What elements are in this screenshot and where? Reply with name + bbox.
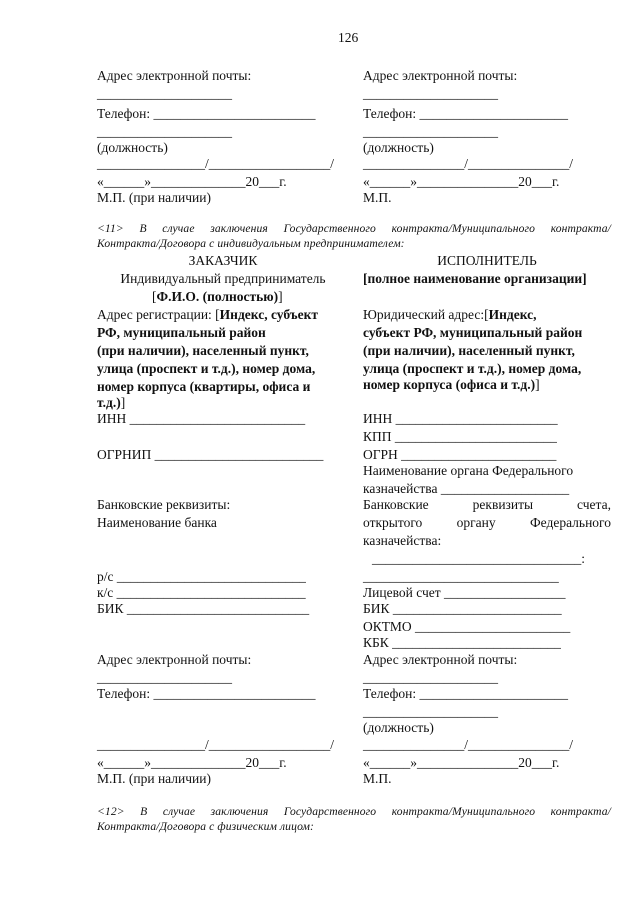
- treasury-field: казначейства ___________________: [363, 481, 570, 496]
- legal-address-line-1: [363, 307, 537, 323]
- date-line: «______»_______________20___г.: [363, 755, 560, 770]
- legal-address-line-3: (при наличии), населенный пункт,: [363, 343, 575, 358]
- fio-placeholder: Ф.И.О. (полностью): [156, 289, 279, 304]
- email-label: Адрес электронной почты:: [97, 652, 252, 667]
- registration-address-line-3: (при наличии), населенный пункт,: [97, 343, 309, 358]
- bracket-close: ]: [278, 289, 283, 304]
- ogrn-field: ОГРН _______________________: [363, 447, 557, 462]
- phone-extra-line: ____________________: [363, 704, 498, 719]
- signature-line: _______________/_______________/: [363, 737, 574, 752]
- customer-heading: ЗАКАЗЧИК: [188, 253, 258, 268]
- signature-line: ________________/__________________/: [97, 737, 335, 752]
- bank-details-line-1: Банковские реквизиты счета,: [363, 497, 611, 512]
- email-label: Адрес электронной почты:: [363, 68, 518, 83]
- kpp-field: КПП ________________________: [363, 429, 557, 444]
- org-name-placeholder: [полное наименование организации]: [363, 271, 587, 286]
- bank-details-line-3: казначейства:: [363, 533, 442, 548]
- stamp-label: М.П.: [363, 771, 392, 786]
- correspondent-account-field: к/с ____________________________: [97, 585, 306, 600]
- footnote-11-line-2: Контракта/Договора с индивидуальным предпринимателем:: [97, 237, 405, 250]
- email-line: ____________________: [97, 86, 232, 101]
- kbk-field: КБК _________________________: [363, 635, 561, 650]
- registration-address-line-1: [97, 307, 318, 323]
- position-label: (должность): [363, 720, 434, 735]
- inn-field: ИНН __________________________: [97, 411, 306, 426]
- email-line: ____________________: [363, 670, 498, 685]
- bik-field: БИК ___________________________: [97, 601, 310, 616]
- email-label: Адрес электронной почты:: [97, 68, 252, 83]
- phone-field: Телефон: ________________________: [97, 106, 316, 121]
- bank-details-line-2: открытого органу Федерального: [363, 515, 611, 530]
- footnote-12-line-2: Контракта/Договора с физическим лицом:: [97, 820, 315, 833]
- signature-line: _______________/_______________/: [363, 156, 574, 171]
- phone-field: Телефон: ______________________: [363, 106, 568, 121]
- phone-field: Телефон: ______________________: [363, 686, 568, 701]
- phone-extra-line: ____________________: [97, 124, 232, 139]
- stamp-label: М.П. (при наличии): [97, 190, 211, 205]
- signature-line: ________________/__________________/: [97, 156, 335, 171]
- email-line: ____________________: [97, 670, 232, 685]
- page-number: 126: [338, 30, 359, 45]
- settlement-account-field: р/с ____________________________: [97, 569, 306, 584]
- registration-address-line-5: номер корпуса (квартиры, офиса и: [97, 379, 311, 394]
- bracket-close: ]: [120, 395, 126, 410]
- email-line: ____________________: [363, 86, 498, 101]
- bank-name-label: Наименование банка: [97, 515, 217, 530]
- bik-field: БИК _________________________: [363, 601, 562, 616]
- address-placeholder-end: номер корпуса (офиса и т.д.): [363, 377, 536, 392]
- personal-account-field: Лицевой счет __________________: [363, 585, 566, 600]
- ogrnip-field: ОГРНИП _________________________: [97, 447, 324, 462]
- stamp-label: М.П. (при наличии): [97, 771, 211, 786]
- account-line: _______________________________:: [372, 551, 586, 566]
- address-placeholder: Индекс, субъект: [219, 307, 319, 322]
- ip-fio: [152, 289, 283, 305]
- date-line: «______»______________20___г.: [97, 755, 287, 770]
- bracket-open: [: [152, 289, 157, 304]
- legal-address-label: Юридический адрес:[: [363, 307, 489, 322]
- registration-address-line-4: улица (проспект и т.д.), номер дома,: [97, 361, 316, 376]
- legal-address-line-4: улица (проспект и т.д.), номер дома,: [363, 361, 582, 376]
- ip-label: Индивидуальный предприниматель: [120, 271, 326, 286]
- address-placeholder-end: т.д.): [97, 395, 121, 410]
- footnote-11-line-1: <11> В случае заключения Государственного контракта/Муниципального контракта/: [97, 222, 611, 235]
- contractor-heading: ИСПОЛНИТЕЛЬ: [437, 253, 537, 268]
- registration-address-line-2: РФ, муниципальный район: [97, 325, 266, 340]
- position-label: (должность): [97, 140, 168, 155]
- address-placeholder: Индекс,: [488, 307, 537, 322]
- registration-address-line-6: [97, 395, 125, 411]
- account-line-2: _____________________________: [363, 569, 559, 584]
- treasury-label-line-1: Наименование органа Федерального: [363, 463, 574, 478]
- registration-address-label: Адрес регистрации: [: [97, 307, 220, 322]
- bank-details-label: Банковские реквизиты:: [97, 497, 231, 512]
- date-line: «______»_______________20___г.: [363, 174, 560, 189]
- email-label: Адрес электронной почты:: [363, 652, 518, 667]
- oktmo-field: ОКТМО _______________________: [363, 619, 571, 634]
- bracket-close: ]: [535, 377, 540, 392]
- position-label: (должность): [363, 140, 434, 155]
- date-line: «______»______________20___г.: [97, 174, 287, 189]
- phone-field: Телефон: ________________________: [97, 686, 316, 701]
- legal-address-line-2: субъект РФ, муниципальный район: [363, 325, 583, 340]
- stamp-label: М.П.: [363, 190, 392, 205]
- inn-field: ИНН ________________________: [363, 411, 558, 426]
- legal-address-line-5: [363, 377, 540, 393]
- phone-extra-line: ____________________: [363, 124, 498, 139]
- footnote-12-line-1: <12> В случае заключения Государственного контракта/Муниципального контракта/: [97, 805, 611, 818]
